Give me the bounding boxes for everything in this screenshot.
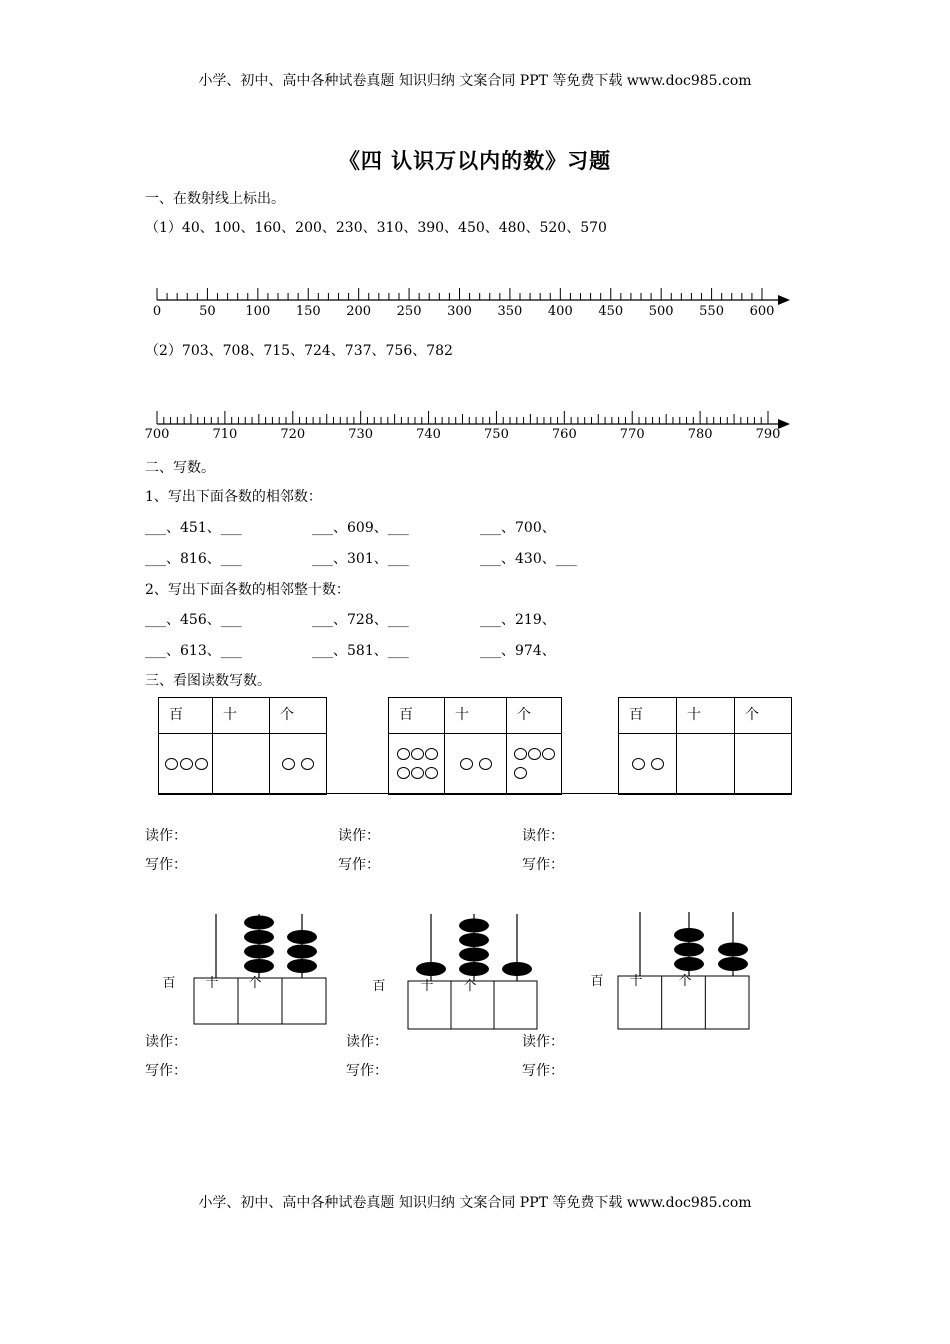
number-line-1-tick-label: 350 [497,304,523,319]
write-label: 写作： [145,857,187,873]
chart-column-header: 十 [455,707,469,723]
read-label: 读作： [522,828,564,844]
abacus-bead [674,957,704,971]
abacus-bead [287,930,317,944]
number-line-2-tick-label: 740 [416,427,441,442]
number-line-1-tick-label: 400 [547,304,573,319]
abacus-label-tens: 十 [205,976,219,991]
write-label: 写作： [522,1063,564,1079]
write-label: 写作： [346,1063,388,1079]
number-line-1-tick-label: 300 [447,304,472,319]
abacus-bead [459,948,489,962]
number-line-2-tick-label: 750 [484,427,509,442]
sub1-item: ___、451、___ [145,520,242,536]
abacus-label-hundreds: 百 [372,979,386,994]
number-line-1-tick-label: 150 [295,304,321,319]
abacus-bead [244,930,274,944]
write-label: 写作： [145,1063,187,1079]
number-line-1-tick-label: 50 [199,304,216,319]
question-1-numbers: （1）40、100、160、200、230、310、390、450、480、520、570 [145,220,607,236]
sub1-item: ___、301、___ [312,551,409,567]
chart-column-header: 十 [687,707,701,723]
abacus-label-hundreds: 百 [590,974,604,989]
chart-column-header: 百 [629,707,643,723]
number-line-1-tick-label: 100 [245,304,271,319]
abacus-bead [244,916,274,930]
abacus-label-tens: 十 [629,974,643,989]
sub2-item: ___、456、___ [145,612,242,628]
abacus-bead [416,962,446,976]
number-line-1-tick-label: 250 [396,304,422,319]
number-line-2-tick-label: 760 [551,427,577,442]
abacus-bead [718,957,748,971]
abacus-bead [502,962,532,976]
abacus-label-tens: 十 [420,979,434,994]
abacus-bead [459,919,489,933]
abacus-label-ones: 个 [248,976,262,991]
chart-column-header: 百 [399,707,413,723]
number-line-1-tick-label: 500 [648,304,674,319]
sub2-item: ___、581、___ [312,643,409,659]
number-line-2-tick-label: 730 [348,427,374,442]
section2-heading: 二、写数。 [145,460,215,476]
abacus-bead [459,962,489,976]
number-line-2-tick-label: 710 [212,427,238,442]
sub1-item: ___、609、___ [312,520,409,536]
section1-heading: 一、在数射线上标出。 [145,191,285,207]
question-2-numbers: （2）703、708、715、724、737、756、782 [145,343,453,359]
abacus-bead [674,943,704,957]
chart-column-header: 百 [169,707,183,723]
abacus-bead [244,959,274,973]
abacus-label-hundreds: 百 [162,976,176,991]
number-line-1-tick-label: 600 [749,304,775,319]
number-line-2-tick-label: 790 [755,427,781,442]
write-label: 写作： [522,857,564,873]
number-line-1-tick-label: 550 [699,304,724,319]
number-line-2-tick-label: 720 [280,427,306,442]
abacus-bead [718,943,748,957]
sub2-item: ___、613、___ [145,643,242,659]
read-label: 读作： [346,1034,388,1050]
abacus-bead [459,933,489,947]
abacus-bead [287,945,317,959]
page-title: 《四 认识万以内的数》习题 [338,148,612,173]
sub2-item: ___、219、 [480,612,556,628]
sub2-heading: 2、写出下面各数的相邻整十数： [145,582,350,598]
number-line-2-tick-label: 770 [619,427,645,442]
chart-column-header: 个 [745,707,759,723]
sub1-heading: 1、写出下面各数的相邻数： [145,489,322,505]
sub1-item: ___、700、 [480,520,556,536]
number-line-2-tick-label: 700 [144,427,170,442]
number-line-1-tick-label: 450 [598,304,624,319]
abacus-label-ones: 个 [678,974,692,989]
abacus-bead [287,959,317,973]
read-label: 读作： [145,828,187,844]
number-line-1-tick-label: 0 [152,304,162,319]
number-line-2-tick-label: 780 [687,427,713,442]
abacus-bead [244,945,274,959]
section3-heading: 三、看图读数写数。 [145,673,271,689]
read-label: 读作： [145,1034,187,1050]
abacus-label-ones: 个 [463,979,477,994]
number-line-1-tick-label: 200 [346,304,372,319]
chart-column-header: 十 [223,707,237,723]
abacus-bead [674,928,704,942]
sub1-item: ___、816、___ [145,551,242,567]
sub1-item: ___、430、___ [480,551,577,567]
read-label: 读作： [338,828,380,844]
chart-column-header: 个 [280,707,294,723]
sub2-item: ___、974、 [480,643,556,659]
read-label: 读作： [522,1034,564,1050]
chart-column-header: 个 [517,707,531,723]
page-header: 小学、初中、高中各种试卷真题 知识归纳 文案合同 PPT 等免费下载 www.doc985.com [198,73,752,89]
page-footer: 小学、初中、高中各种试卷真题 知识归纳 文案合同 PPT 等免费下载 www.doc985.com [198,1195,752,1211]
write-label: 写作： [338,857,380,873]
sub2-item: ___、728、___ [312,612,409,628]
